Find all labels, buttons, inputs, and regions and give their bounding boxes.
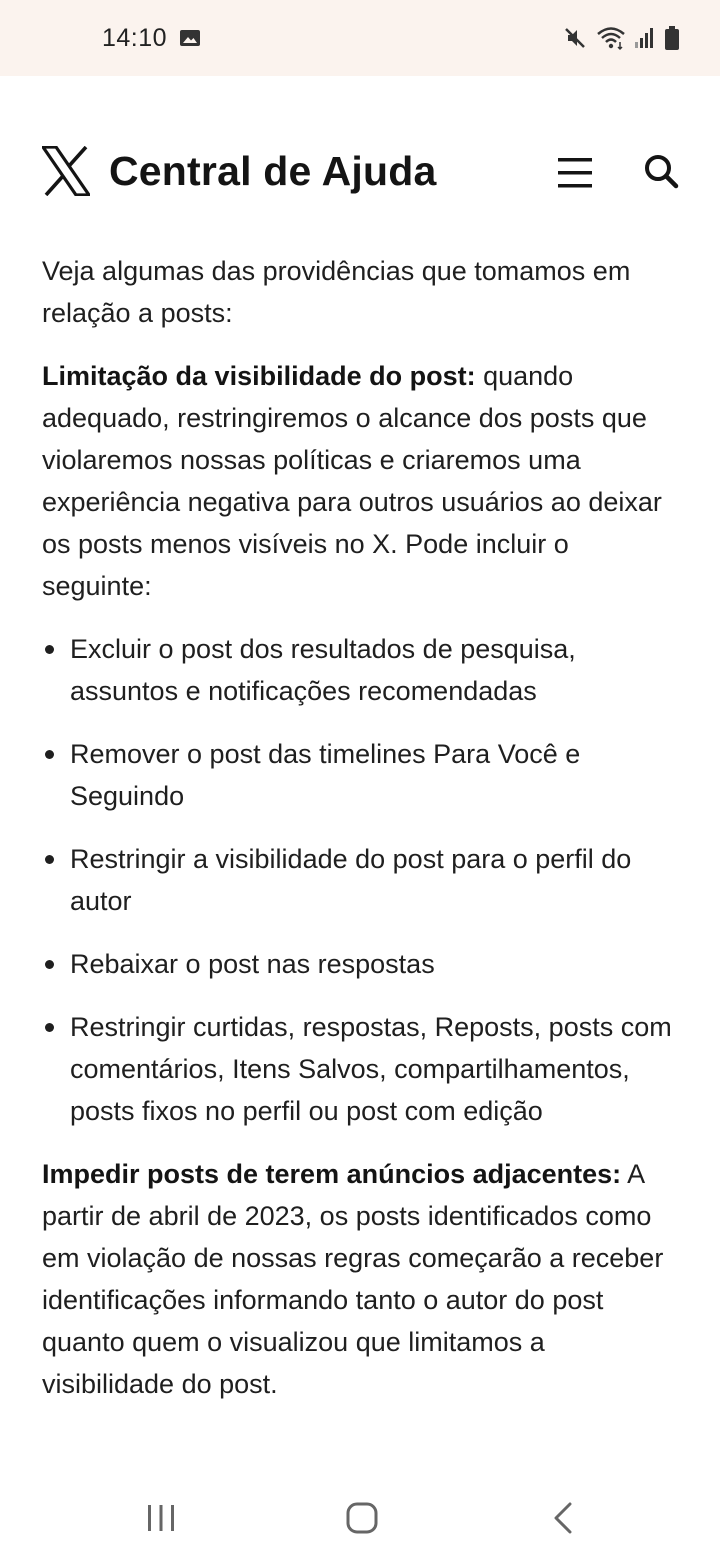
article-body [42,250,682,1405]
list-item [42,1006,682,1132]
status-bar [0,0,720,76]
bullet-dot [45,960,54,969]
status-time: 14:10 [102,23,168,52]
status-icons [562,25,680,51]
page-title[interactable]: Central de Ajuda [109,148,437,194]
ads-paragraph [42,1153,682,1405]
recents-icon[interactable] [146,1504,176,1532]
limit-text: quando adequado, restringiremos o alcance dos posts que violaremos nossas políticas e criaremos uma experiência negativa para outros usuários ao deixar os posts menos visíveis no X. Pode incluir o seguinte: [42,361,662,601]
image-icon [179,29,201,47]
home-icon[interactable] [346,1502,378,1534]
list-item-text: Remover o post das timelines Para Você e Seguindo [70,739,581,811]
list-item-text: Excluir o post dos resultados de pesquisa, assuntos e notificações recomendadas [70,634,576,706]
header [0,76,720,266]
bullet-dot [45,645,54,654]
measures-list [42,628,682,1132]
back-icon[interactable] [552,1502,574,1534]
ads-text: A partir de abril de 2023, os posts identificados como em violação de nossas regras começarão a receber identificações informando tanto o autor do post quanto quem o visualizou que limitamos a visibilidade do post. [42,1159,664,1399]
navigation-bar [0,1480,720,1560]
list-item [42,943,682,985]
intro-paragraph: Veja algumas das providências que tomamos em relação a posts: [42,256,631,328]
wifi-icon [596,25,626,51]
limit-heading: Limitação da visibilidade do post: [42,361,476,391]
signal-icon [634,26,656,50]
list-item-text: Restringir a visibilidade do post para o perfil do autor [70,844,632,916]
ads-heading: Impedir posts de terem anúncios adjacentes: [42,1159,622,1189]
bullet-dot [45,1023,54,1032]
x-logo[interactable] [42,146,90,196]
bullet-dot [45,750,54,759]
menu-icon[interactable] [555,156,595,190]
bullet-dot [45,855,54,864]
battery-icon [664,25,680,51]
mute-icon [562,25,588,51]
search-icon[interactable] [642,152,680,190]
list-item [42,838,682,922]
list-item [42,628,682,712]
list-item-text: Restringir curtidas, respostas, Reposts, posts com comentários, Itens Salvos, compartilhamentos, posts fixos no perfil ou post com edição [70,1012,672,1126]
limit-paragraph [42,355,682,607]
list-item [42,733,682,817]
list-item-text: Rebaixar o post nas respostas [70,949,435,979]
